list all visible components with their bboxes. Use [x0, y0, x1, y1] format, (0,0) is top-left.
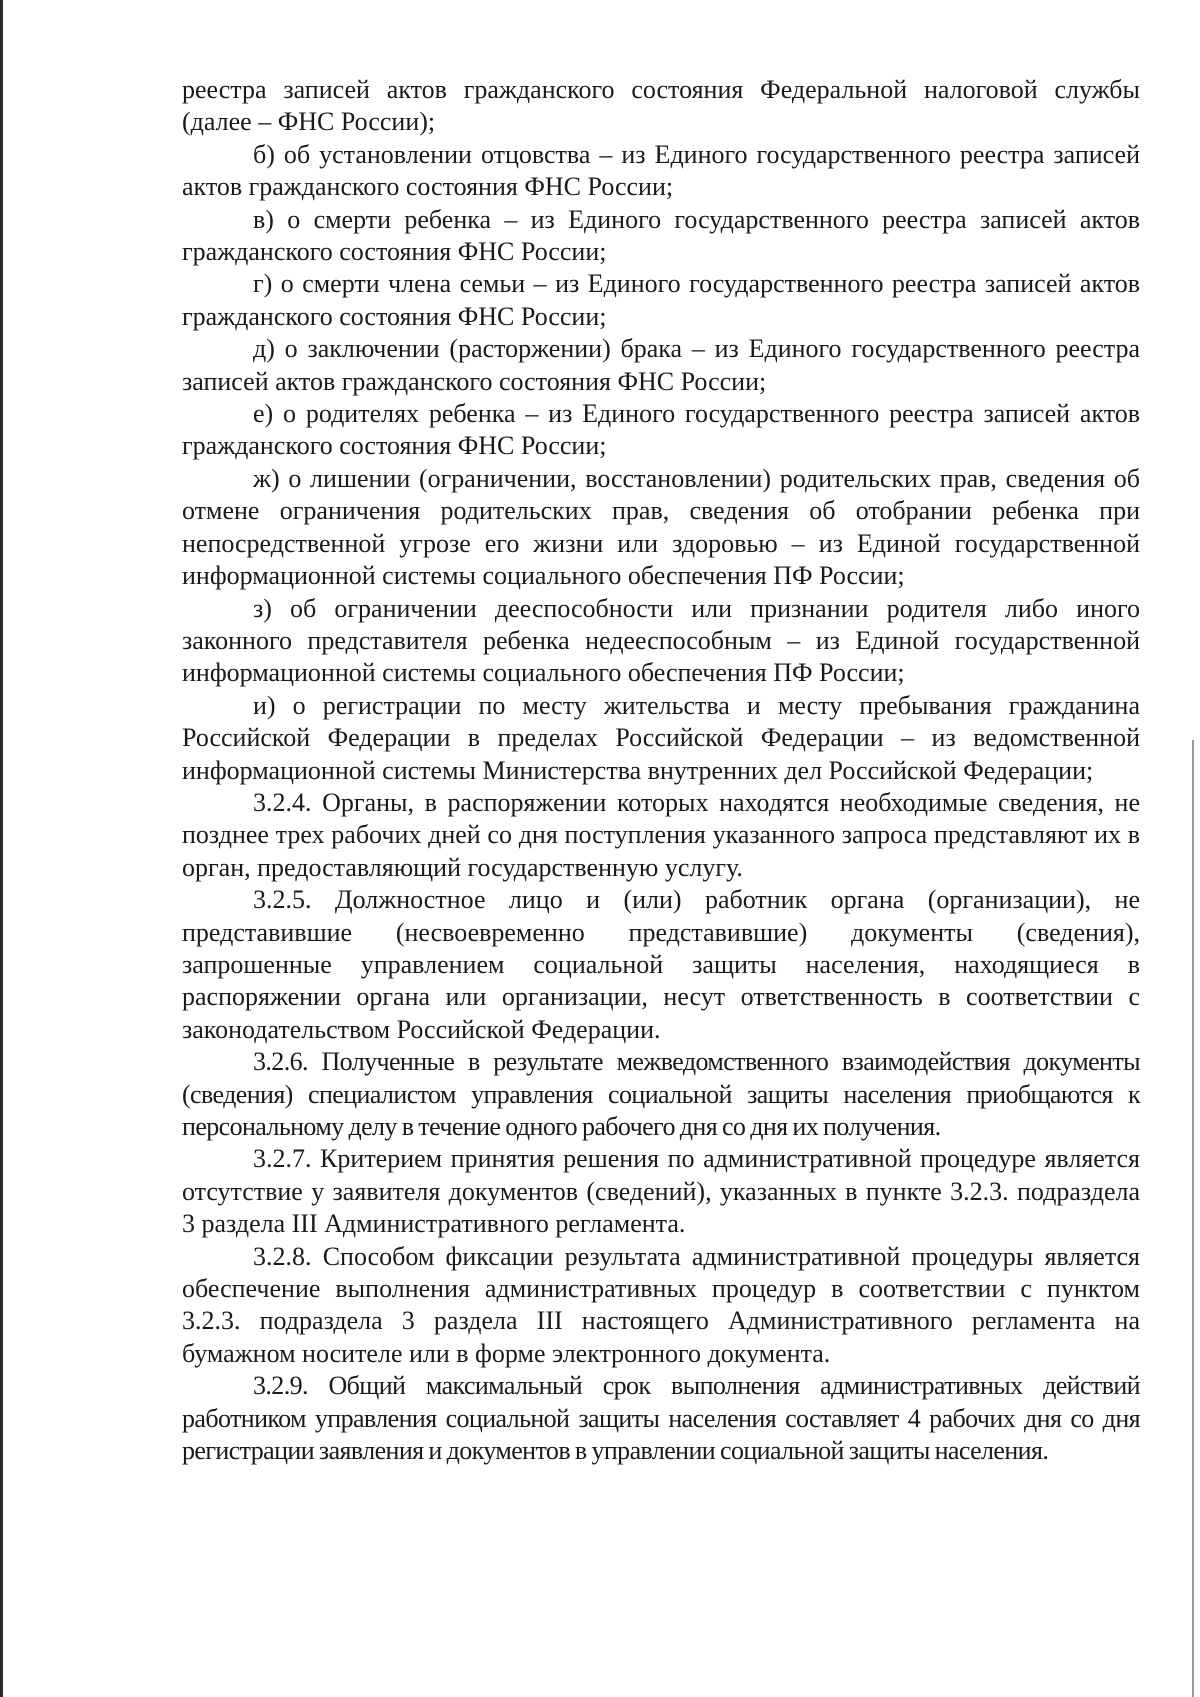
paragraph-item-i: и) о регистрации по месту жительства и месту пребывания гражданина Российской Федерации в пределах Российской Федерации – из ведомственной информационной системы Министерства внутренних дел Российской Федерации; — [182, 690, 1140, 785]
paragraph-3-2-8: 3.2.8. Способом фиксации результата административной процедуры является обеспечение выполнения административных процедур в соответствии с пунктом 3.2.3. подраздела 3 раздела III настоящего Административного регламента на бумажном носителе или в форме электронного документа. — [182, 1241, 1140, 1368]
paragraph-item-z: з) об ограничении дееспособности или признании родителя либо иного законного представителя ребенка недееспособным – из Единой государственной информационной системы социального обеспечения ПФ России; — [182, 593, 1140, 688]
paragraph-item-b: б) об установлении отцовства – из Единого государственного реестра записей актов гражданского состояния ФНС России; — [182, 139, 1140, 202]
scan-edge-left — [0, 0, 3, 1697]
paragraph-item-zh: ж) о лишении (ограничении, восстановлении) родительских прав, сведения об отмене ограничения родительских прав, сведения об отобрании ребенка при непосредственной угрозе его жизни или здоровью – из Единой государственной информационной системы социального обеспечения ПФ России; — [182, 463, 1140, 591]
paragraph-item-d: д) о заключении (расторжении) брака – из Единого государственного реестра записей актов гражданского состояния ФНС России; — [182, 334, 1140, 396]
scan-edge-right — [1192, 740, 1194, 1697]
paragraph-item-v: в) о смерти ребенка – из Единого государственного реестра записей актов гражданского состояния ФНС России; — [182, 204, 1140, 267]
paragraph-continuation: реестра записей актов гражданского состояния Федеральной налоговой службы (далее – ФНС России); — [182, 75, 1140, 137]
paragraph-item-e: е) о родителях ребенка – из Единого государственного реестра записей актов гражданского состояния ФНС России; — [182, 399, 1140, 461]
paragraph-3-2-7: 3.2.7. Критерием принятия решения по административной процедуре является отсутствие у заявителя документов (сведений), указанных в пункте 3.2.3. подраздела 3 раздела III Административного регламента. — [182, 1144, 1140, 1239]
paragraph-3-2-5: 3.2.5. Должностное лицо и (или) работник органа (организации), не представившие (несвоевременно представившие) документы (сведения), запрошенные управлением социальной защиты населения, находящиеся в распоряжении органа или организации, несут ответственность в соответствии с законодательством Российской Федерации. — [182, 885, 1140, 1044]
paragraph-3-2-6: 3.2.6. Полученные в результате межведомственного взаимодействия документы (сведения) специалистом управления социальной защиты населения приобщаются к персональному делу в течение одного рабочего дня со дня их получения. — [182, 1047, 1140, 1141]
paragraph-item-g: г) о смерти члена семьи – из Единого государственного реестра записей актов гражданского состояния ФНС России; — [182, 269, 1140, 331]
paragraph-3-2-4: 3.2.4. Органы, в распоряжении которых находятся необходимые сведения, не позднее трех рабочих дней со дня поступления указанного запроса представляют их в орган, предоставляющий государственную услугу. — [182, 787, 1140, 882]
paragraph-3-2-9: 3.2.9. Общий максимальный срок выполнения административных действий работником управления социальной защиты населения составляет 4 рабочих дня со дня регистрации заявления и документов в управлении социальной защиты населения. — [182, 1371, 1140, 1466]
document-page — [182, 74, 1140, 1467]
